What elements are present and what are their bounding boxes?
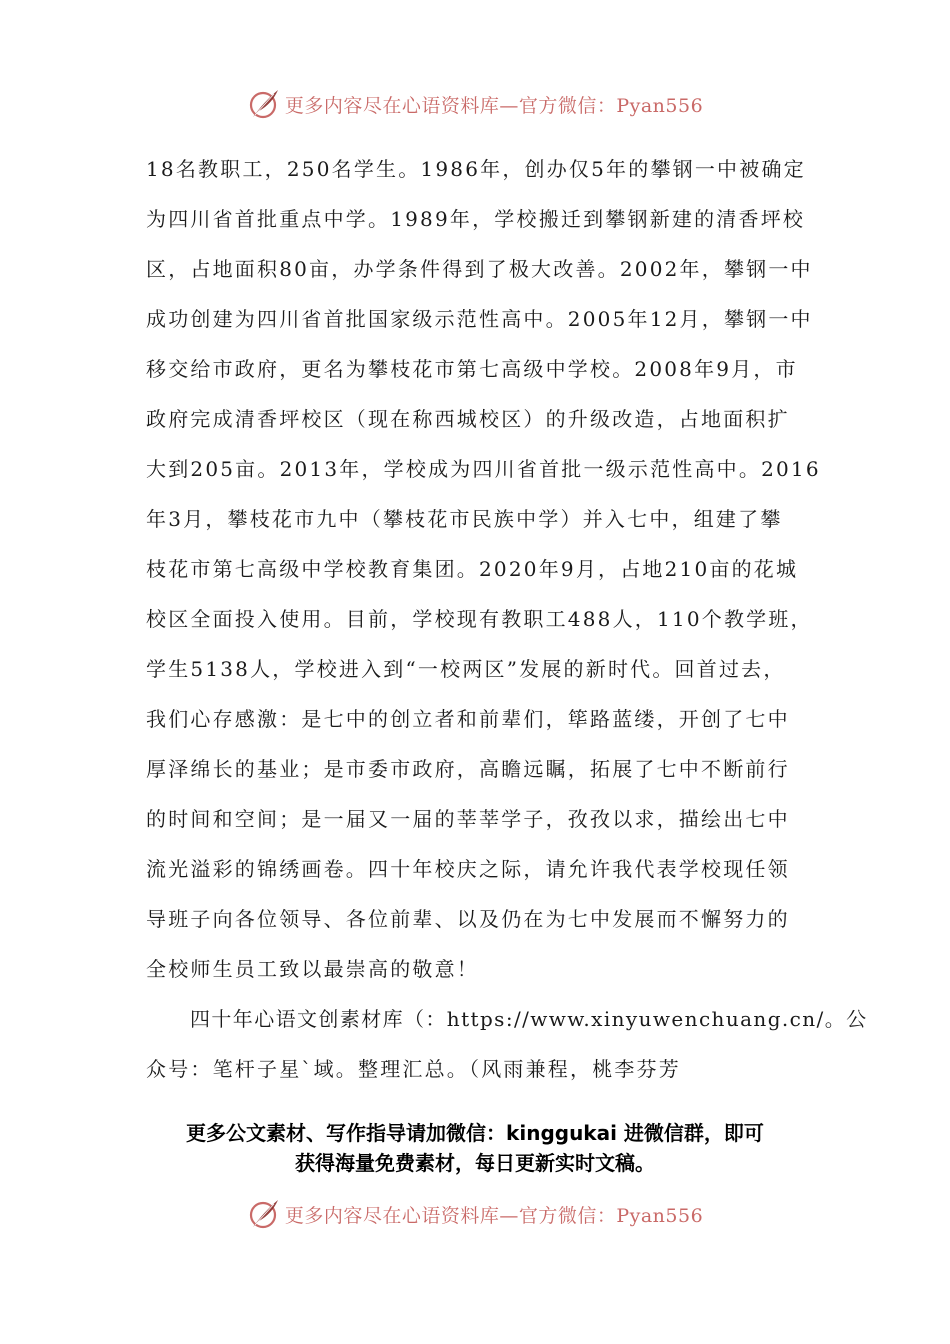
watermark-text: 更多内容尽在心语资料库—官方微信：Pyan556 xyxy=(284,94,704,117)
body-line: 我们心存感激：是七中的创立者和前辈们，筚路蓝缕，开创了七中 xyxy=(146,707,790,731)
footer-watermark xyxy=(0,1194,950,1234)
body-line: 移交给市政府，更名为攀枝花市第七高级中学校。2008年9月，市 xyxy=(146,357,798,381)
body-line: 18名教职工，250名学生。1986年，创办仅5年的攀钢一中被确定 xyxy=(146,157,806,181)
body-line: 导班子向各位领导、各位前辈、以及仍在为七中发展而不懈努力的 xyxy=(146,907,790,931)
header-watermark xyxy=(0,84,950,124)
body-line: 区，占地面积80亩，办学条件得到了极大改善。2002年，攀钢一中 xyxy=(146,257,813,281)
footer-promo-line: 获得海量免费素材，每日更新实时文稿。 xyxy=(295,1151,655,1175)
body-line: 全校师生员工致以最崇高的敬意！ xyxy=(146,957,479,981)
feather-quill-logo-icon xyxy=(247,1197,281,1231)
document-body xyxy=(146,144,868,1094)
body-line: 成功创建为四川省首批国家级示范性高中。2005年12月，攀钢一中 xyxy=(146,307,813,331)
body-line: 为四川省首批重点中学。1989年，学校搬迁到攀钢新建的清香坪校 xyxy=(146,207,806,231)
body-line: 校区全面投入使用。目前，学校现有教职工488人，110个教学班， xyxy=(146,607,813,631)
body-line: 学生5138人，学校进入到“一校两区”发展的新时代。回首过去， xyxy=(146,657,786,681)
body-line: 政府完成清香坪校区（现在称西城校区）的升级改造，占地面积扩 xyxy=(146,407,790,431)
body-line: 大到205亩。2013年，学校成为四川省首批一级示范性高中。2016 xyxy=(146,457,821,481)
source-note-line: 四十年心语文创素材库（：https://www.xinyuwenchuang.cn/。公 xyxy=(190,1007,868,1031)
feather-quill-logo-icon xyxy=(247,87,281,121)
footer-promo-line: 更多公文素材、写作指导请加微信：kinggukai 进微信群，即可 xyxy=(186,1121,764,1145)
body-line: 厚泽绵长的基业；是市委市政府，高瞻远瞩，拓展了七中不断前行 xyxy=(146,757,790,781)
body-line: 流光溢彩的锦绣画卷。四十年校庆之际，请允许我代表学校现任领 xyxy=(146,857,790,881)
source-note-line: 众号：笔杆子星`域。整理汇总。（风雨兼程，桃李芬芳 xyxy=(146,1057,681,1081)
body-line: 枝花市第七高级中学校教育集团。2020年9月，占地210亩的花城 xyxy=(146,557,799,581)
body-line: 年3月，攀枝花市九中（攀枝花市民族中学）并入七中，组建了攀 xyxy=(146,507,783,531)
footer-promo xyxy=(60,1118,890,1178)
watermark-text: 更多内容尽在心语资料库—官方微信：Pyan556 xyxy=(284,1204,704,1227)
body-line: 的时间和空间；是一届又一届的莘莘学子，孜孜以求，描绘出七中 xyxy=(146,807,790,831)
